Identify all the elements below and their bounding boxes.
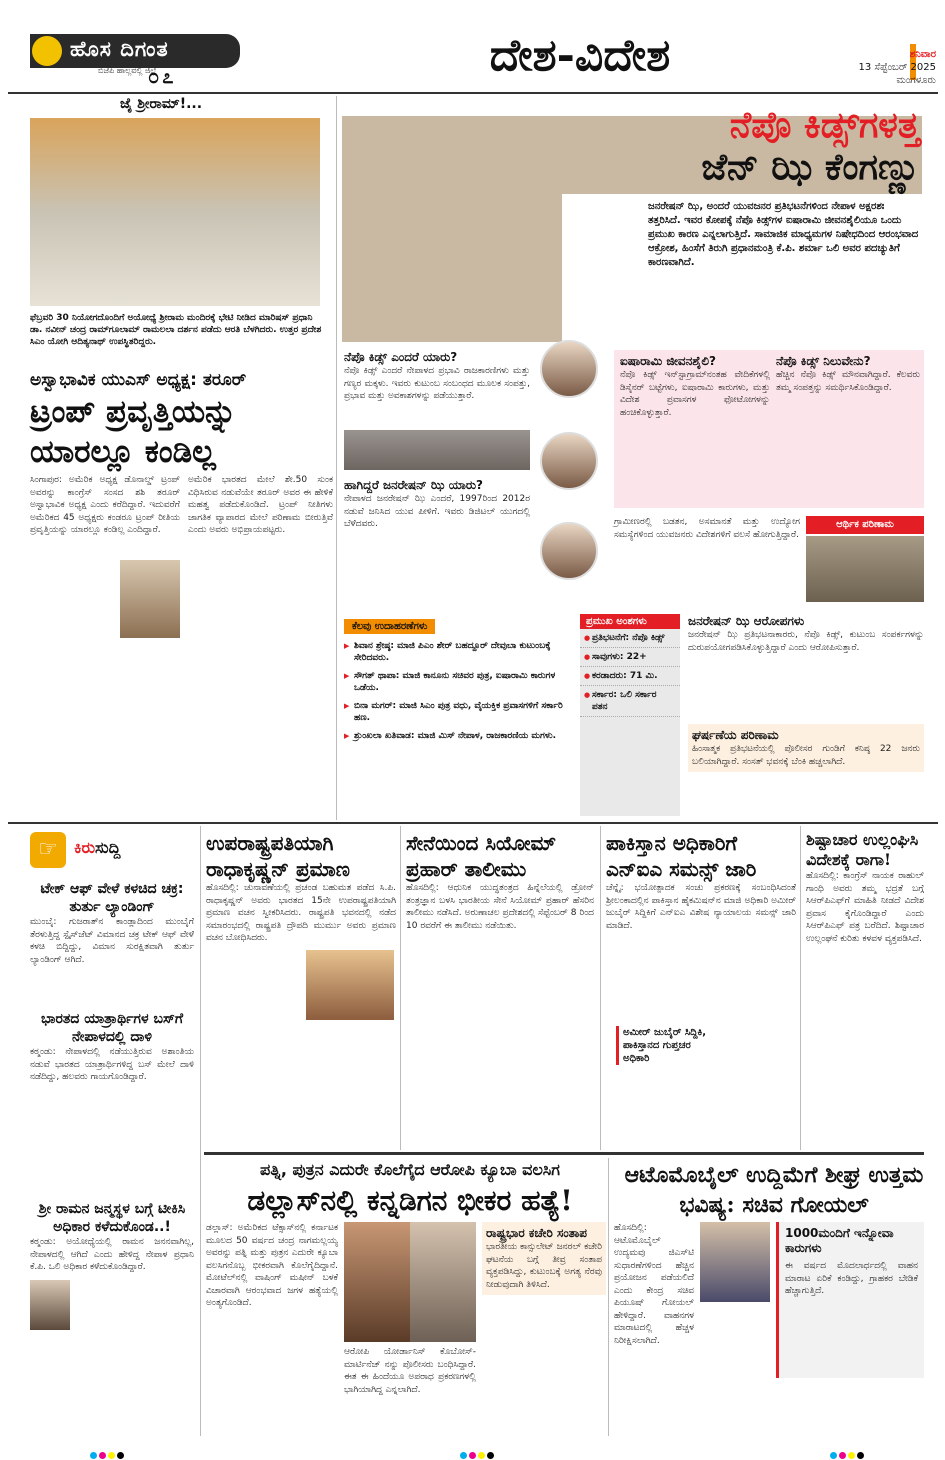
column-divider xyxy=(200,826,201,1436)
kiru-n1-head: ಟೇಕ್ ಆಫ್ ವೇಳೆ ಕಳಚಿದ ಚಕ್ರ: ತುರ್ತು ಲ್ಯಾಂಡಿಂಗ್ xyxy=(40,881,184,915)
econ-tag: ಆರ್ಥಿಕ ಪರಿಣಾಮ xyxy=(806,516,924,534)
murder-body-2: ಆರೋಪಿ ಯೋರ್ಡಾನಿಸ್ ಕೊಬೋಸ್-ಮಾರ್ಟಿನೆಜ್ ನನ್ನು ಪೊಲೀಸರು ಬಂಧಿಸಿದ್ದಾರೆ. ಈತ ಈ ಹಿಂದೆಯೂ ಅಪರಾಧ ಪ್ರಕರಣಗಳಲ್ಲಿ ಭಾಗಿಯಾಗಿದ್ದ ಎನ್ನಲಾಗಿದೆ. xyxy=(344,1347,476,1395)
accused-photo xyxy=(410,1222,476,1342)
trump-kicker: ಅಸ್ವಾಭಾವಿಕ ಯುಎಸ್ ಅಧ್ಯಕ್ಷ: ತರೂರ್ xyxy=(30,370,247,390)
magenta-dot xyxy=(469,1452,476,1459)
kiru-n2-body: ಕಠ್ಮಂಡು: ನೇಪಾಳದಲ್ಲಿ ನಡೆಯುತ್ತಿರುವ ಅಶಾಂತಿಯ ನಡುವೆ ಭಾರತದ ಯಾತ್ರಾರ್ಥಿಗಳಿದ್ದ ಬಸ್ ಮೇಲೆ ದಾಳಿ ನಡೆದಿದ್ದು, ಹಲವರು ಗಾಯಗೊಂಡಿದ್ದಾರೆ. xyxy=(30,1047,194,1082)
highlight-item: ● ಕರಡಾದರು: 71 ಮಿ. xyxy=(580,667,680,686)
date-label: 13 ಸೆಪ್ಟೆಂಬರ್ 2025 xyxy=(858,62,936,73)
q2-body: ನೇಪಾಳದ ಜನರೇಷನ್ ಝಿ ಎಂದರೆ, 1997ರಿಂದ 2012ರ ನಡುವೆ ಜನಿಸಿದ ಯುವ ಪೀಳಿಗೆ. ಇವರು ಡಿಜಿಟಲ್ ಯುಗದಲ್ಲಿ ಬೆಳೆದವರು. xyxy=(344,494,530,529)
murder-side-box xyxy=(482,1222,606,1295)
q2-block xyxy=(344,478,530,531)
column-divider xyxy=(800,826,801,1150)
q4-body: ಹೆಚ್ಚಿನ ನೆಪೊ ಕಿಡ್ಸ್ ಮೌನವಾಗಿದ್ದಾರೆ. ಕೆಲವರು ತಮ್ಮ ಸಂಪತ್ತನ್ನು ಸಮರ್ಥಿಸಿಕೊಂಡಿದ್ದಾರೆ. xyxy=(776,370,920,393)
result-block xyxy=(688,724,924,772)
magenta-dot xyxy=(99,1452,106,1459)
nia-headline: ಪಾಕಿಸ್ತಾನ ಅಧಿಕಾರಿಗೆ ಎನ್‌ಐಎ ಸಮನ್ಸ್ ಜಾರಿ xyxy=(606,831,757,881)
q3-body: ನೆಪೊ ಕಿಡ್ಸ್ ಇನ್‌ಸ್ಟಾಗ್ರಾಮ್‌ನಂತಹ ವೇದಿಕೆಗಳಲ್ಲಿ ಡಿಸೈನರ್ ಬಟ್ಟೆಗಳು, ಐಷಾರಾಮಿ ಕಾರುಗಳು, ಮತ್ತು ವಿದೇಶ ಪ್ರವಾಸಗಳ ಫೋಟೋಗಳನ್ನು ಹಂಚಿಕೊಳ್ಳುತ್ತಾರೆ. xyxy=(620,370,770,418)
oli-photo xyxy=(30,1280,70,1330)
column-divider xyxy=(400,826,401,1150)
date-block xyxy=(818,48,936,87)
fold-rule xyxy=(8,822,938,824)
murder-headline: ಡಲ್ಲಾಸ್‌ನಲ್ಲಿ ಕನ್ನಡಿಗನ ಭೀಕರ ಹತ್ಯೆ! xyxy=(247,1184,573,1217)
q1-body: ನೆಪೊ ಕಿಡ್ಸ್ ಎಂದರೆ ನೇಪಾಳದ ಪ್ರಭಾವಿ ರಾಜಕಾರಣಿಗಳು ಮತ್ತು ಗಣ್ಯರ ಮಕ್ಕಳು. ಇವರು ಕುಟುಂಬ ಸಂಬಂಧದ ಮೂಲಕ ಸಂಪತ್ತು, ಪ್ರಭಾವ ಮತ್ತು ಅವಕಾಶಗಳನ್ನು ಪಡೆಯುತ್ತಾರೆ. xyxy=(344,366,530,401)
army-body: ಹೊಸದಿಲ್ಲಿ: ಆಧುನಿಕ ಯುದ್ಧತಂತ್ರದ ಹಿನ್ನೆಲೆಯಲ್ಲಿ ಡ್ರೋನ್ ತಂತ್ರಜ್ಞಾನ ಬಳಸಿ ಭಾರತೀಯ ಸೇನೆ ಸಿಯೋಮ್ ಪ್ರಹಾರ್ ಹೆಸರಿನ ತಾಲೀಮು ನಡೆಸಿದೆ. ಅರುಣಾಚಲ ಪ್ರದೇಶದಲ್ಲಿ ಸೆಪ್ಟೆಂಬರ್ 8 ರಿಂದ 10 ರವರೆಗೆ ಈ ತಾಲೀಮು ನಡೆಯಿತು. xyxy=(406,883,594,931)
murder-side-body: ಭಾರತೀಯ ಕಾನ್ಸುಲೇಟ್ ಜನರಲ್ ಕಚೇರಿ ಘಟನೆಯ ಬಗ್ಗೆ ತೀವ್ರ ಸಂತಾಪ ವ್ಯಕ್ತಪಡಿಸಿದ್ದು, ಕುಟುಂಬಕ್ಕೆ ಅಗತ್ಯ ನೆರವು ನೀಡುವುದಾಗಿ ತಿಳಿಸಿದೆ. xyxy=(486,1242,602,1290)
tharoor-photo xyxy=(120,560,180,638)
auto-body: ಹೊಸದಿಲ್ಲಿ: ಆಟೊಮೊಬೈಲ್ ಉದ್ಯಮವು ಜಿಎಸ್‌ಟಿ ಸುಧಾರಣೆಗಳಿಂದ ಹೆಚ್ಚಿನ ಪ್ರಯೋಜನ ಪಡೆಯಲಿದೆ ಎಂದು ಕೇಂದ್ರ ಸಚಿವ ಪಿಯೂಷ್ ಗೋಯಲ್ ಹೇಳಿದ್ದಾರೆ. ವಾಹನಗಳ ಮಾರಾಟದಲ್ಲಿ ಹೆಚ್ಚಳ ನಿರೀಕ್ಷಿಸಲಾಗಿದೆ. xyxy=(614,1223,694,1346)
logo-text: ಹೊಸ ದಿಗಂತ xyxy=(30,34,240,68)
registration-dots xyxy=(90,1444,126,1454)
portrait-1 xyxy=(540,340,598,398)
q4-title: ನೆಪೊ ಕಿಡ್ಸ್ ನಿಲುವೇನು? xyxy=(776,354,871,368)
examples-box xyxy=(344,614,574,820)
example-item: ▶ ಬಿನಾ ಮಗರ್: ಮಾಜಿ ಸಿಎಂ ಪುತ್ರ ವಧು, ವೈಯಕ್ತಿಕ ಪ್ರವಾಸಗಳಿಗೆ ಸರ್ಕಾರಿ ಹಣ. xyxy=(344,700,574,724)
kiru-news-1 xyxy=(30,880,194,966)
city-label: ಮಂಗಳೂರು xyxy=(896,75,936,86)
portrait-3 xyxy=(540,522,598,580)
gen-claims-block xyxy=(688,614,924,654)
gen-claims-title: ಜನರೇಷನ್ ಝಿ ಆರೋಪಗಳು xyxy=(688,614,805,628)
examples-tag: ಕೆಲವು ಉದಾಹರಣೆಗಳು xyxy=(344,619,435,634)
nia-story xyxy=(606,830,796,932)
lead-intro: ಜನರೇಷನ್ ಝಿ, ಅಂದರೆ ಯುವಜನರ ಪ್ರತಿಭಟನೆಗಳಿಂದ ನೇಪಾಳ ಅಕ್ಷರಶಃ ತತ್ತರಿಸಿದೆ. ಇವರ ಕೋಪಕ್ಕೆ ನೆಪೊ ಕಿಡ್ಸ್‌ಗಳ ಐಷಾರಾಮಿ ಜೀವನಶೈಲಿಯೂ ಒಂದು ಪ್ರಮುಖ ಕಾರಣ ಎನ್ನಲಾಗುತ್ತಿದೆ. ಸಾಮಾಜಿಕ ಮಾಧ್ಯಮಗಳ ನಿಷೇಧದಿಂದ ಆರಂಭವಾದ ಆಕ್ರೋಶ, ಹಿಂಸೆಗೆ ತಿರುಗಿ ಪ್ರಧಾನಮಂತ್ರಿ ಕೆ.ಪಿ. ಶರ್ಮಾ ಒಲಿ ಅವರ ಪದಚ್ಯುತಿಗೆ ಕಾರಣವಾಗಿದೆ. xyxy=(648,201,919,268)
vp-headline: ಉಪರಾಷ್ಟ್ರಪತಿಯಾಗಿ ರಾಧಾಕೃಷ್ಣನ್ ಪ್ರಮಾಣ xyxy=(206,831,350,881)
q3-title: ಐಷಾರಾಮಿ ಜೀವನಶೈಲಿ? xyxy=(620,354,716,368)
magenta-dot xyxy=(839,1452,846,1459)
kiru-logo-b: ಸುದ್ದಿ xyxy=(95,838,121,857)
vp-story xyxy=(206,830,396,945)
gen-claims-body: ಜನರೇಷನ್ ಝಿ ಪ್ರತಿಭಟನಾಕಾರರು, ನೆಪೊ ಕಿಡ್ಸ್, ಕುಟುಂಬ ಸಂಪರ್ಕಗಳನ್ನು ದುರುಪಯೋಗಪಡಿಸಿಕೊಳ್ಳುತ್ತಿದ್ದಾರೆ ಎಂದು ಆರೋಪಿಸುತ್ತಾರೆ. xyxy=(688,630,924,653)
murder-side-title: ರಾಷ್ಟ್ರಭಾರ ಕಚೇರಿ ಸಂತಾಪ xyxy=(486,1226,587,1240)
migrants-photo xyxy=(806,536,924,602)
logo-tagline: ಬಿಜೆಪಿ ಹಾಲ್ಲವಲ್ಲಿ ಜಿಲ್ಲೆ xyxy=(98,66,157,75)
black-dot xyxy=(487,1452,494,1459)
highlights-title: ಪ್ರಮುಖ ಅಂಶಗಳು xyxy=(580,614,680,629)
kiru-n3-body: ಕಠ್ಮಂಡು: ಅಯೋಧ್ಯೆಯಲ್ಲಿ ರಾಮನ ಜನನವಾಗಿಲ್ಲ, ನೇಪಾಳದಲ್ಲಿ ಆಗಿದೆ ಎಂದು ಹೇಳಿದ್ದ ನೇಪಾಳ ಪ್ರಧಾನಿ ಕೆ.ಪಿ. ಒಲಿ ಅಧಿಕಾರ ಕಳೆದುಕೊಂಡಿದ್ದಾರೆ. xyxy=(30,1237,194,1272)
army-story xyxy=(406,830,594,932)
section-title: ದೇಶ-ವಿದೇಶ xyxy=(489,30,671,81)
cyan-dot xyxy=(830,1452,837,1459)
kiru-n3-head: ಶ್ರೀ ರಾಮನ ಜನ್ಮಸ್ಥಳ ಬಗ್ಗೆ ಟೀಕಿಸಿ ಅಧಿಕಾರ ಕಳೆದುಕೊಂಡ..! xyxy=(38,1201,186,1235)
column-divider xyxy=(608,1158,609,1436)
goyal-photo xyxy=(700,1222,770,1302)
ayodhya-caption: ಫೆಬ್ರವರಿ 30 ನಿಯೋಗದೊಂದಿಗೆ ಅಯೋಧ್ಯೆ ಶ್ರೀರಾಮ ಮಂದಿರಕ್ಕೆ ಭೇಟಿ ನೀಡಿದ ಮಾರಿಷಸ್ ಪ್ರಧಾನಿ ಡಾ. ನವೀನ್ ಚಂದ್ರ ರಾಮ್‌ಗೂಲಾಮ್ ರಾಮಲಲಾ ದರ್ಶನ ಪಡೆದು ಆರತಿ ಬೆಳಗಿದರು. ಉತ್ತರ ಪ್ರದೇಶ ಸಿಎಂ ಯೋಗಿ ಆದಿತ್ಯನಾಥ್‌ ಉಪಸ್ಥಿತರಿದ್ದರು. xyxy=(30,313,322,347)
registration-dots xyxy=(830,1444,866,1454)
q1-title: ನೆಪೊ ಕಿಡ್ಸ್ ಎಂದರೆ ಯಾರು? xyxy=(344,350,458,364)
example-item: ▶ ಶ್ರುಂಖಲಾ ಖತಿವಾಡ: ಮಾಜಿ ಮಿಸ್ ನೇಪಾಳ, ರಾಜಕಾರಣಿಯ ಮಗಳು. xyxy=(344,730,574,742)
yellow-dot xyxy=(478,1452,485,1459)
rahul-body: ಹೊಸದಿಲ್ಲಿ: ಕಾಂಗ್ರೆಸ್ ನಾಯಕ ರಾಹುಲ್ ಗಾಂಧಿ ಅವರು ತಮ್ಮ ಭದ್ರತೆ ಬಗ್ಗೆ ಸಿಆರ್‌ಪಿಎಫ್‌ಗೆ ಮಾಹಿತಿ ನೀಡದೆ ವಿದೇಶ ಪ್ರವಾಸ ಕೈಗೊಂಡಿದ್ದಾರೆ ಎಂದು ಸಿಆರ್‌ಪಿಎಫ್ ಪತ್ರ ಬರೆದಿದೆ. ಶಿಷ್ಟಾಚಾರ ಉಲ್ಲಂಘನೆ ಕುರಿತು ಕಳವಳ ವ್ಯಕ್ತಪಡಿಸಿದೆ. xyxy=(806,871,924,944)
day-label: ಶನಿವಾರ xyxy=(909,49,936,60)
example-item: ▶ ಸೌಗತ್ ಥಾಪಾ: ಮಾಜಿ ಕಾನೂನು ಸಚಿವರ ಪುತ್ರ, ಐಷಾರಾಮಿ ಕಾರುಗಳ ಒಡೆಯ. xyxy=(344,670,574,694)
header-rule xyxy=(8,92,938,94)
murder-body-1: ಡಲ್ಲಾಸ್: ಅಮೆರಿಕದ ಟೆಕ್ಸಾಸ್‌ನಲ್ಲಿ ಕರ್ನಾಟಕ ಮೂಲದ 50 ವರ್ಷದ ಚಂದ್ರ ನಾಗಮಲ್ಲಯ್ಯ ಅವರನ್ನು ಪತ್ನಿ ಮತ್ತು ಪುತ್ರನ ಎದುರೇ ಕ್ಯೂಬಾ ವಲಸಿಗನೊಬ್ಬ ಭೀಕರವಾಗಿ ಕೊಲೆಗೈದಿದ್ದಾನೆ. ಮೋಟೆಲ್‌ನಲ್ಲಿ ವಾಷಿಂಗ್ ಮಷೀನ್ ಬಳಕೆ ವಿಚಾರವಾಗಿ ಆರಂಭವಾದ ಜಗಳ ಹತ್ಯೆಯಲ್ಲಿ ಅಂತ್ಯಗೊಂಡಿದೆ. xyxy=(206,1223,338,1308)
highlights-box xyxy=(580,614,680,816)
q3-block xyxy=(620,354,770,419)
kiru-news-3 xyxy=(30,1200,194,1274)
section-rule xyxy=(204,1152,924,1155)
example-item: ▶ ಶಿವಾನ ಶ್ರೇಷ್ಠ: ಮಾಜಿ ಪಿಎಂ ಶೇರ್ ಬಹದ್ದೂರ್ ದೇವುಬಾ ಕುಟುಂಬಕ್ಕೆ ಸೇರಿದವರು. xyxy=(344,640,574,664)
lead-headline-2: ಜೆನ್ ಝಿ ಕೆಂಗಣ್ಣು xyxy=(701,146,920,188)
jai-headline: ಜೈ ಶ್ರೀರಾಮ್!... xyxy=(120,96,203,112)
protester-photo xyxy=(342,116,562,342)
highlight-item: ● ಸರ್ಕಾರ: ಒಲಿ ಸರ್ಕಾರ ಪತನ xyxy=(580,686,680,717)
lead-headline-1: ನೆಪೊ ಕಿಡ್ಸ್‌ಗಳತ್ತ xyxy=(729,104,920,146)
kiru-n1-body: ಮುಂಬೈ: ಗುಜರಾತ್‌ನ ಕಾಂಡ್ಲಾದಿಂದ ಮುಂಬೈಗೆ ತೆರಳುತ್ತಿದ್ದ ಸ್ಪೈಸ್‌ಜೆಟ್ ವಿಮಾನದ ಚಕ್ರ ಟೇಕ್ ಆಫ್ ವೇಳೆ ಕಳಚಿ ಬಿದ್ದಿದ್ದು, ವಿಮಾನ ಸುರಕ್ಷಿತವಾಗಿ ತುರ್ತು ಲ್ಯಾಂಡಿಂಗ್ ಆಗಿದೆ. xyxy=(30,917,194,965)
column-divider xyxy=(336,96,337,820)
radhakrishnan-photo xyxy=(306,950,394,1020)
army-headline: ಸೇನೆಯಿಂದ ಸಿಯೋಮ್ ಪ್ರಹಾರ್ ತಾಲೀಮು xyxy=(406,831,557,881)
econ-body: ಗ್ರಾಮೀಣರಲ್ಲಿ ಬಡತನ, ಅಸಮಾನತೆ ಮತ್ತು ಉದ್ಯೋಗ ಸಮಸ್ಯೆಗಳಿಂದ ಯುವಜನರು ವಿದೇಶಗಳಿಗೆ ವಲಸೆ ಹೋಗುತ್ತಿದ್ದಾರೆ. xyxy=(614,517,800,540)
rahul-headline: ಶಿಷ್ಟಾಚಾರ ಉಲ್ಲಂಘಿಸಿ ವಿದೇಶಕ್ಕೆ ರಾಗಾ! xyxy=(806,830,919,869)
nia-body: ಚೆನ್ನೈ: ಭಯೋತ್ಪಾದಕ ಸಂಚು ಪ್ರಕರಣಕ್ಕೆ ಸಂಬಂಧಿಸಿದಂತೆ ಶ್ರೀಲಂಕಾದಲ್ಲಿನ ಪಾಕಿಸ್ತಾನ ಹೈಕಮಿಷನ್‌ನ ಮಾಜಿ ಅಧಿಕಾರಿ ಅಮೀರ್ ಜುಬೈರ್ ಸಿದ್ದಿಕಿಗೆ ಎನ್‌ಐಎ ವಿಶೇಷ ನ್ಯಾಯಾಲಯ ಸಮನ್ಸ್ ಜಾರಿ ಮಾಡಿದೆ. xyxy=(606,883,796,931)
kiru-n2-head: ಭಾರತದ ಯಾತ್ರಾರ್ಥಿಗಳ ಬಸ್‌ಗೆ ನೇಪಾಳದಲ್ಲಿ ದಾಳಿ xyxy=(40,1011,184,1045)
trump-headline: ಟ್ರಂಪ್ ಪ್ರವೃತ್ತಿಯನ್ನು ಯಾರಲ್ಲೂ ಕಂಡಿಲ್ಲ xyxy=(30,394,237,470)
kiru-suddi-logo xyxy=(30,830,180,870)
car-box-body: ಈ ವರ್ಷದ ಮೊದಲಾರ್ಧದಲ್ಲಿ ವಾಹನ ಮಾರಾಟ ಏರಿಕೆ ಕಂಡಿದ್ದು, ಗ್ರಾಹಕರ ಬೇಡಿಕೆ ಹೆಚ್ಚಾಗುತ್ತಿದೆ. xyxy=(785,1261,918,1296)
auto-headline: ಆಟೊಮೊಬೈಲ್ ಉದ್ದಿಮೆಗೆ ಶೀಘ್ರ ಉತ್ತಮ ಭವಿಷ್ಯ: ಸಚಿವ ಗೋಯಲ್ xyxy=(624,1162,924,1218)
pink-info-box xyxy=(614,350,924,508)
yellow-dot xyxy=(108,1452,115,1459)
yellow-dot xyxy=(848,1452,855,1459)
column-divider xyxy=(600,826,601,1150)
registration-dots xyxy=(460,1444,496,1454)
nia-quote: ಅಮೀರ್ ಜುಬೈರ್ ಸಿದ್ದಿಕಿ, ಪಾಕಿಸ್ತಾನದ ಗುಪ್ತಚರ ಅಧಿಕಾರಿ xyxy=(616,1026,712,1065)
masthead-logo xyxy=(8,30,240,90)
result-body: ಹಿಂಸಾತ್ಮಕ ಪ್ರತಿಭಟನೆಯಲ್ಲಿ ಪೊಲೀಸರ ಗುಂಡಿಗೆ ಕನಿಷ್ಠ 22 ಜನರು ಬಲಿಯಾಗಿದ್ದಾರೆ. ಸಂಸತ್ ಭವನಕ್ಕೆ ಬೆಂಕಿ ಹಚ್ಚಲಾಗಿದೆ. xyxy=(692,744,920,767)
result-title: ಘರ್ಷಣೆಯ ಪರಿಣಾಮ xyxy=(692,728,779,742)
kiru-logo-text xyxy=(74,838,120,858)
ayodhya-photo xyxy=(30,118,320,306)
cyan-dot xyxy=(90,1452,97,1459)
q2-title: ಹಾಗಿದ್ದರೆ ಜನರೇಷನ್ ಝಿ ಯಾರು? xyxy=(344,478,483,492)
page-number: ೦೭ xyxy=(148,64,177,88)
kiru-logo-a: ಕಿರು xyxy=(74,838,96,857)
rahul-story xyxy=(806,830,924,945)
black-dot xyxy=(857,1452,864,1459)
trump-body-col1: ಸಿಂಗಾಪುರ: ಅಮೆರಿಕ ಅಧ್ಯಕ್ಷ ಡೊನಾಲ್ಡ್ ಟ್ರಂಪ್ ಅವರನ್ನು ಕಾಂಗ್ರೆಸ್ ಸಂಸದ ಶಶಿ ತರೂರ್ ಅಸ್ವಾಭಾವಿಕ ಅಧ್ಯಕ್ಷ ಎಂದು ಕರೆದಿದ್ದಾರೆ. ಇದುವರೆಗೆ ಅಮೆರಿಕದ 45 ಅಧ್ಯಕ್ಷರು ಕಂಡರೂ ಟ್ರಂಪ್ ರೀತಿಯ ಪ್ರವೃತ್ತಿಯನ್ನು ಯಾರಲ್ಲೂ ಕಂಡಿಲ್ಲ ಎಂದಿದ್ದಾರೆ. xyxy=(30,475,180,535)
highlight-item: ● ಸಾವುಗಳು: 22+ xyxy=(580,648,680,667)
vp-body: ಹೊಸದಿಲ್ಲಿ: ಚುನಾವಣೆಯಲ್ಲಿ ಪ್ರಚಂಡ ಬಹುಮತ ಪಡೆದ ಸಿ.ಪಿ. ರಾಧಾಕೃಷ್ಣನ್ ಅವರು ಭಾರತದ 15ನೇ ಉಪರಾಷ್ಟ್ರಪತಿಯಾಗಿ ಪ್ರಮಾಣ ವಚನ ಸ್ವೀಕರಿಸಿದರು. ರಾಷ್ಟ್ರಪತಿ ಭವನದಲ್ಲಿ ನಡೆದ ಸಮಾರಂಭದಲ್ಲಿ ರಾಷ್ಟ್ರಪತಿ ದ್ರೌಪದಿ ಮುರ್ಮು ಅವರು ಪ್ರಮಾಣ ವಚನ ಬೋಧಿಸಿದರು. xyxy=(206,883,396,943)
pointing-hand-icon: ☞ xyxy=(30,832,66,868)
logo-emblem-icon xyxy=(32,36,62,66)
car-box-title: 1000ಮಂದಿಗೆ ಇನ್ನೋವಾ ಕಾರುಗಳು xyxy=(785,1226,894,1255)
building-photo xyxy=(344,430,530,470)
kiru-news-2 xyxy=(30,1010,194,1084)
q1-block xyxy=(344,350,530,403)
highlight-item: ● ಪ್ರತಿಭಟನೆಗೆ: ನೆಪೊ ಕಿಡ್ಸ್ xyxy=(580,629,680,648)
trump-body-col2: ಅಮೆರಿಕ ಭಾರತದ ಮೇಲೆ ಶೇ.50 ಸುಂಕ ವಿಧಿಸಿರುವ ನಡುವೆಯೇ ತರೂರ್ ಅವರ ಈ ಹೇಳಿಕೆ ಮಹತ್ವ ಪಡೆದುಕೊಂಡಿದೆ. ಟ್ರಂಪ್ ನೀತಿಗಳು ಜಾಗತಿಕ ವ್ಯಾಪಾರದ ಮೇಲೆ ಪರಿಣಾಮ ಬೀರುತ್ತಿವೆ ಎಂದು ಅವರು ಅಭಿಪ್ರಾಯಪಟ್ಟರು. xyxy=(188,475,333,535)
q4-block xyxy=(776,354,920,394)
cyan-dot xyxy=(460,1452,467,1459)
portrait-2 xyxy=(540,432,598,490)
car-info-box xyxy=(776,1222,924,1378)
black-dot xyxy=(117,1452,124,1459)
murder-kicker: ಪತ್ನಿ, ಪುತ್ರನ ಎದುರೇ ಕೊಲೆಗೈದ ಆರೋಪಿ ಕ್ಯೂಬಾ ವಲಸಿಗ xyxy=(260,1160,560,1179)
victim-photo xyxy=(344,1222,410,1342)
